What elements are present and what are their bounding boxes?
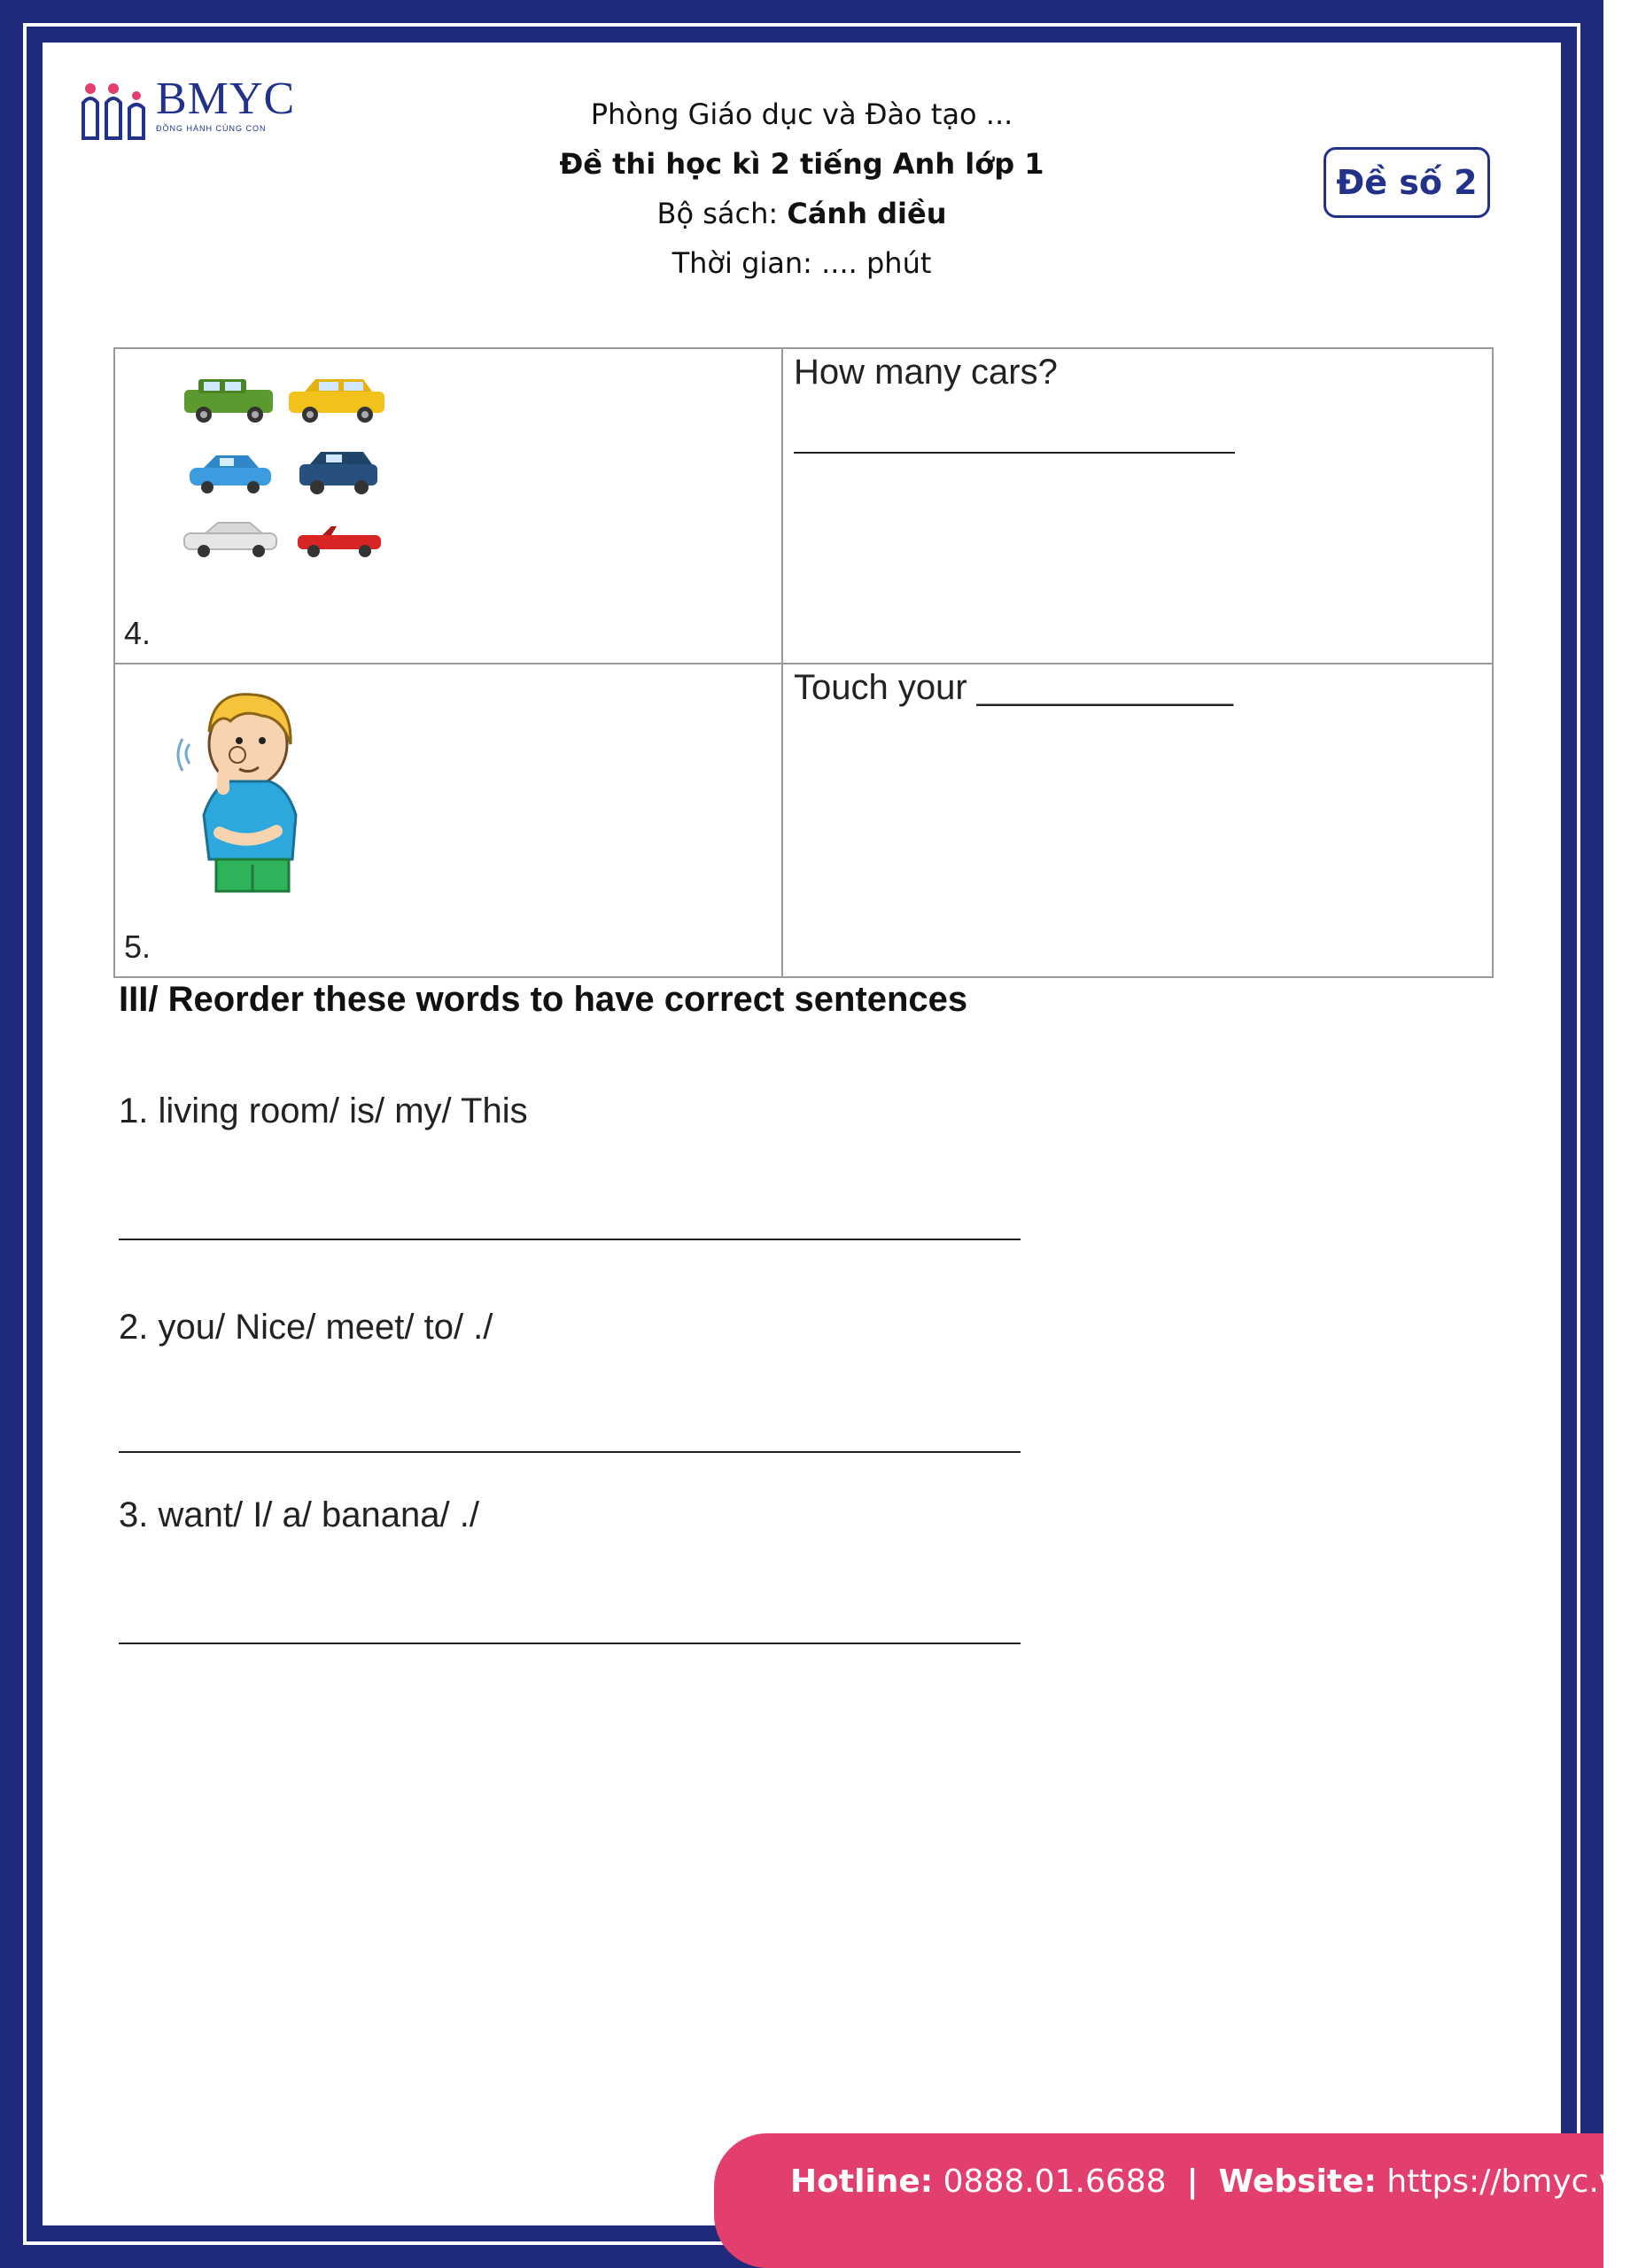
brand-tagline: ĐỒNG HÀNH CÙNG CON [156,124,267,133]
table-row [114,664,1493,977]
header-book-prefix: Bộ sách: [656,197,788,230]
question-prompt-cell [782,348,1493,664]
question-number: 5. [124,928,151,965]
header-exam-title: Đề thi học kì 2 tiếng Anh lớp 1 [559,147,1044,181]
footer-contact [790,2163,1638,2200]
hotline-label: Hotline: [790,2163,934,2200]
reorder-item: 1. living room/ is/ my/ This [119,1091,528,1130]
question-image-cell [114,664,782,977]
footer-separator: | [1186,2163,1199,2200]
question-image-cell [114,348,782,664]
question-number: 4. [124,615,151,651]
website-label: Website: [1218,2163,1377,2200]
website-link[interactable]: https://bmyc.vn [1386,2163,1638,2200]
boy-touching-nose-icon [177,682,328,895]
question-prompt: How many cars? [794,353,1058,392]
hotline-number[interactable]: 0888.01.6688 [943,2163,1167,2200]
header-department: Phòng Giáo dục và Đào tạo ... [590,97,1013,131]
table-row [114,348,1493,664]
answer-line[interactable] [794,452,1235,454]
footer-banner [714,2133,1638,2268]
reorder-item: 2. you/ Nice/ meet/ to/ ./ [119,1308,493,1347]
question-prompt-cell [782,664,1493,977]
exam-number-badge: Đề số 2 [1324,147,1490,218]
brand-name: BMYC [156,74,296,124]
worksheet-page [43,43,1561,2225]
cars-illustration [181,377,393,563]
section-title: III/ Reorder these words to have correct sentences [119,980,968,1019]
answer-line[interactable] [119,1451,1021,1453]
reorder-item: 3. want/ I/ a/ banana/ ./ [119,1495,479,1534]
answer-line[interactable] [119,1643,1021,1644]
question-table [113,347,1494,978]
question-prompt: Touch your _____________ [794,668,1233,707]
header-duration: Thời gian: .... phút [672,246,932,280]
answer-line[interactable] [119,1239,1021,1240]
header-book-name: Cánh diều [787,197,947,230]
